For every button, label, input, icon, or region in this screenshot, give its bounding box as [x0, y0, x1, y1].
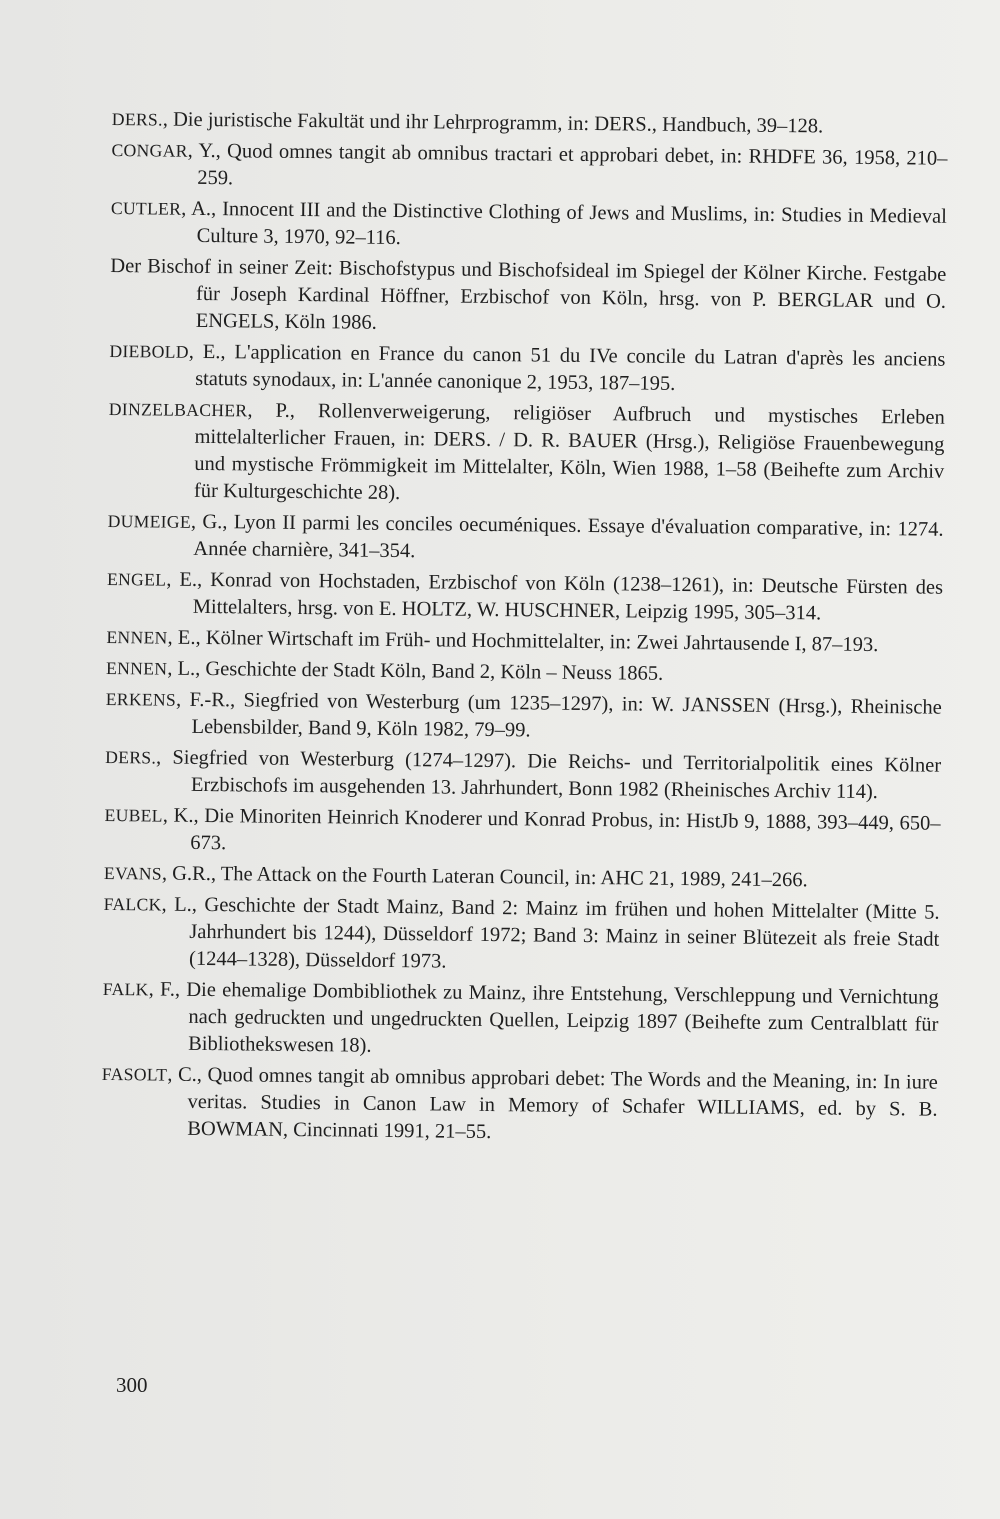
bib-entry	[104, 860, 940, 896]
bib-text: , F.-R., Siegfried von Westerburg (um 1235–1297), in: W. JANSSEN (Hrsg.), Rheinische Lebensbilder, Band 9, Köln 1982, 79–99.	[175, 688, 942, 742]
bib-author: EUBEL	[104, 804, 163, 826]
bib-text: , L., Geschichte der Stadt Köln, Band 2, Köln – Neuss 1865.	[167, 657, 664, 685]
bib-author: EVANS	[103, 862, 163, 884]
bib-entry	[106, 655, 942, 691]
bib-author: DINZELBACHER	[108, 398, 248, 421]
bib-author: ENNEN	[106, 657, 168, 679]
bib-text: , L., Geschichte der Stadt Mainz, Band 2: Mainz im frühen und hohen Mittelalter (Mitte 5. Jahrhundert bis 1244), Düsseldorf 1972; Band 3: Mainz in seiner Blütezeit als freie Stadt (1244–1328), Düsseldorf 1973.	[161, 893, 940, 973]
bib-text: , Siegfried von Westerburg (1274–1297). Die Reichs- und Territorialpolitik eines Kölner Erzbischofs im ausgehenden 13. Jahrhundert, Bonn 1982 (Rheinisches Archiv 114).	[155, 746, 942, 804]
bib-author: FALCK	[103, 893, 162, 915]
bib-author: FALK	[102, 978, 149, 1000]
bib-author: ERKENS	[105, 688, 177, 710]
bib-text: , E., L'application en France du canon 51 du IVe concile du Latran d'après les anciens statuts synodaux, in: L'année canonique 2, 1953, 187–195.	[188, 340, 946, 395]
bib-entry	[108, 396, 945, 513]
bib-author: DUMEIGE	[107, 510, 192, 532]
bib-entry	[109, 338, 946, 401]
bib-text: , A., Innocent III and the Distinctive Clothing of Jews and Muslims, in: Studies in Medieval Culture 3, 1970, 92–116.	[181, 197, 948, 250]
bibliography-list	[101, 106, 948, 1155]
bib-entry	[111, 137, 948, 200]
bib-author: DERS.	[111, 108, 163, 130]
bib-entry	[106, 624, 942, 660]
bib-text: , E., Kölner Wirtschaft im Früh- und Hochmittelalter, in: Zwei Jahrtausende I, 87–193.	[167, 626, 879, 657]
bib-text: , F., Die ehemalige Dombibliothek zu Mainz, ihre Entstehung, Verschleppung und Vernichtung nach gedruckten und ungedruckten Quellen, Leipzig 1897 (Beihefte zum Centralblatt für Bibliothekswesen 18).	[148, 978, 939, 1057]
bib-author: DERS.	[105, 746, 157, 768]
bib-text: Der Bischof in seiner Zeit: Bischofstypus und Bischofsideal im Spiegel der Kölner Kirche. Festgabe für Joseph Kardinal Höffner, Erzbischof von Köln, hrsg. von P. BERGLAR und O. ENGELS, Köln 1986.	[110, 254, 947, 334]
bib-entry	[107, 566, 944, 629]
bib-text: , G., Lyon II parmi les conciles oecuméniques. Essaye d'évaluation comparative, in: 1274. Année charnière, 341–354.	[190, 510, 944, 563]
page-number: 300	[116, 1373, 148, 1397]
bib-entry	[110, 253, 947, 343]
bib-text: , Y., Quod omnes tangit ab omnibus tractari et approbari debet, in: RHDFE 36, 1958, 210–259.	[187, 139, 948, 190]
bib-text: , C., Quod omnes tangit ab omnibus approbari debet: The Words and the Meaning, in: In iure veritas. Studies in Canon Law in Memory of Schafer WILLIAMS, ed. by S. B. BOWMAN, Cincinnati 1991, 21–55.	[167, 1063, 938, 1144]
bib-entry	[105, 744, 942, 807]
bib-text: , Die juristische Fakultät und ihr Lehrprogramm, in: DERS., Handbuch, 39–128.	[162, 108, 824, 138]
bib-author: CONGAR	[111, 139, 188, 161]
bib-entry	[112, 106, 948, 142]
bib-entry	[111, 195, 948, 258]
bib-author: DIEBOLD	[109, 340, 189, 362]
bib-entry	[105, 686, 942, 749]
bib-author: CUTLER	[110, 197, 182, 219]
bib-entry	[104, 802, 941, 865]
bib-author: FASOLT	[101, 1063, 168, 1085]
bib-text: , P., Rollenverweigerung, religiöser Aufbruch und mystisches Erleben mittelalterlicher Frauen, in: DERS. / D. R. BAUER (Hrsg.), Religiöse Frauenbewegung und mystische Frömmigkeit im Mittelalter, Köln, Wien 1988, 1–58 (Beihefte zum Archiv für Kulturgeschichte 28).	[193, 399, 945, 505]
bib-entry	[102, 976, 939, 1066]
bib-author: ENGEL	[106, 568, 167, 590]
bib-entry	[101, 1061, 938, 1151]
bib-text: , E., Konrad von Hochstaden, Erzbischof von Köln (1238–1261), in: Deutsche Fürsten des Mittelalters, hrsg. von E. HOLTZ, W. HUSCHNER, Leipzig 1995, 305–314.	[166, 568, 944, 625]
bib-author: ENNEN	[106, 626, 168, 648]
bib-text: , K., Die Minoriten Heinrich Knoderer und Konrad Probus, in: HistJb 9, 1888, 393–449, 650–673.	[162, 804, 941, 855]
bib-entry	[103, 891, 940, 981]
bib-text: , G.R., The Attack on the Fourth Lateran Council, in: AHC 21, 1989, 241–266.	[161, 862, 808, 892]
bib-entry	[107, 508, 944, 571]
